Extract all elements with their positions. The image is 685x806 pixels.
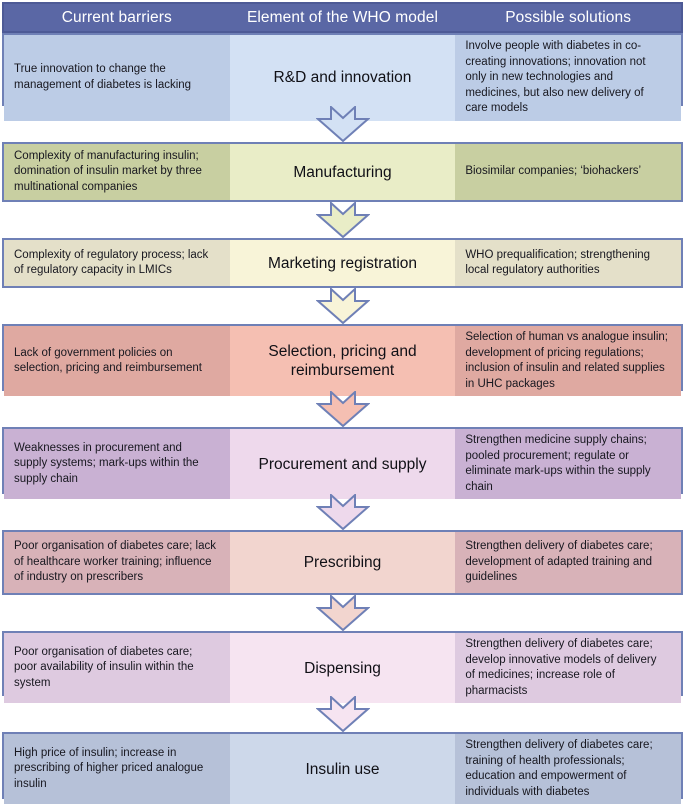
element-cell: Selection, pricing and reimbursement (230, 326, 456, 396)
flow-connector (2, 202, 683, 238)
barrier-cell: Lack of government policies on selection, pricing and reimbursement (4, 326, 230, 396)
solution-cell: Involve people with diabetes in co-creating innovations; innovation not only in new technologies and medicines, but also new delivery of care models (455, 35, 681, 121)
header-current-barriers: Current barriers (61, 8, 172, 26)
row-prescribing (2, 530, 683, 595)
flow-connector (2, 288, 683, 324)
element-cell: Insulin use (230, 734, 456, 804)
barrier-cell: Weaknesses in procurement and supply systems; mark-ups within the supply chain (4, 429, 230, 499)
element-cell: Marketing registration (230, 240, 456, 286)
barrier-cell: Complexity of regulatory process; lack of regulatory capacity in LMICs (4, 240, 230, 286)
flow-connector (2, 391, 683, 427)
down-arrow-icon (316, 106, 370, 142)
row-procurement-supply (2, 427, 683, 494)
barrier-cell: Poor organisation of diabetes care; poor availability of insulin within the system (4, 633, 230, 703)
solution-cell: Strengthen medicine supply chains; pooled procurement; regulate or eliminate mark-ups within the supply chain (455, 429, 681, 499)
row-rd-innovation (2, 33, 683, 114)
down-arrow-icon (316, 202, 370, 238)
row-dispensing (2, 631, 683, 696)
down-arrow-icon (316, 494, 370, 530)
element-cell: Manufacturing (230, 144, 456, 200)
solution-cell: Strengthen delivery of diabetes care; training of health professionals; education and empowerment of individuals with diabetes (455, 734, 681, 804)
flow-connector (2, 494, 683, 530)
barrier-cell: Complexity of manufacturing insulin; domination of insulin market by three multinational companies (4, 144, 230, 200)
barrier-cell: Poor organisation of diabetes care; lack of healthcare worker training; influence of industry on prescribers (4, 532, 230, 593)
solution-cell: Strengthen delivery of diabetes care; development of adapted training and guidelines (455, 532, 681, 593)
row-manufacturing (2, 142, 683, 202)
barrier-cell: True innovation to change the management of diabetes is lacking (4, 35, 230, 121)
solution-cell: Strengthen delivery of diabetes care; develop innovative models of delivery of medicines; increase role of pharmacists (455, 633, 681, 703)
row-insulin-use (2, 732, 683, 799)
solution-cell: Selection of human vs analogue insulin; development of pricing regulations; inclusion of insulin and related supplies in UHC packages (455, 326, 681, 396)
element-cell: Dispensing (230, 633, 456, 703)
row-marketing-registration (2, 238, 683, 288)
row-selection-pricing-reimbursement (2, 324, 683, 391)
down-arrow-icon (316, 288, 370, 324)
solution-cell: WHO prequalification; strengthening local regulatory authorities (455, 240, 681, 286)
column-headers-row (2, 2, 683, 33)
flow-connector (2, 595, 683, 631)
solution-cell: Biosimilar companies; ‘biohackers’ (455, 144, 681, 200)
header-element-who-model: Element of the WHO model (246, 8, 439, 26)
barrier-cell: High price of insulin; increase in prescribing of higher priced analogue insulin (4, 734, 230, 804)
element-cell: Procurement and supply (230, 429, 456, 499)
down-arrow-icon (316, 696, 370, 732)
element-cell: R&D and innovation (230, 35, 456, 121)
element-cell: Prescribing (230, 532, 456, 593)
down-arrow-icon (316, 595, 370, 631)
header-possible-solutions: Possible solutions (505, 8, 632, 26)
down-arrow-icon (316, 391, 370, 427)
